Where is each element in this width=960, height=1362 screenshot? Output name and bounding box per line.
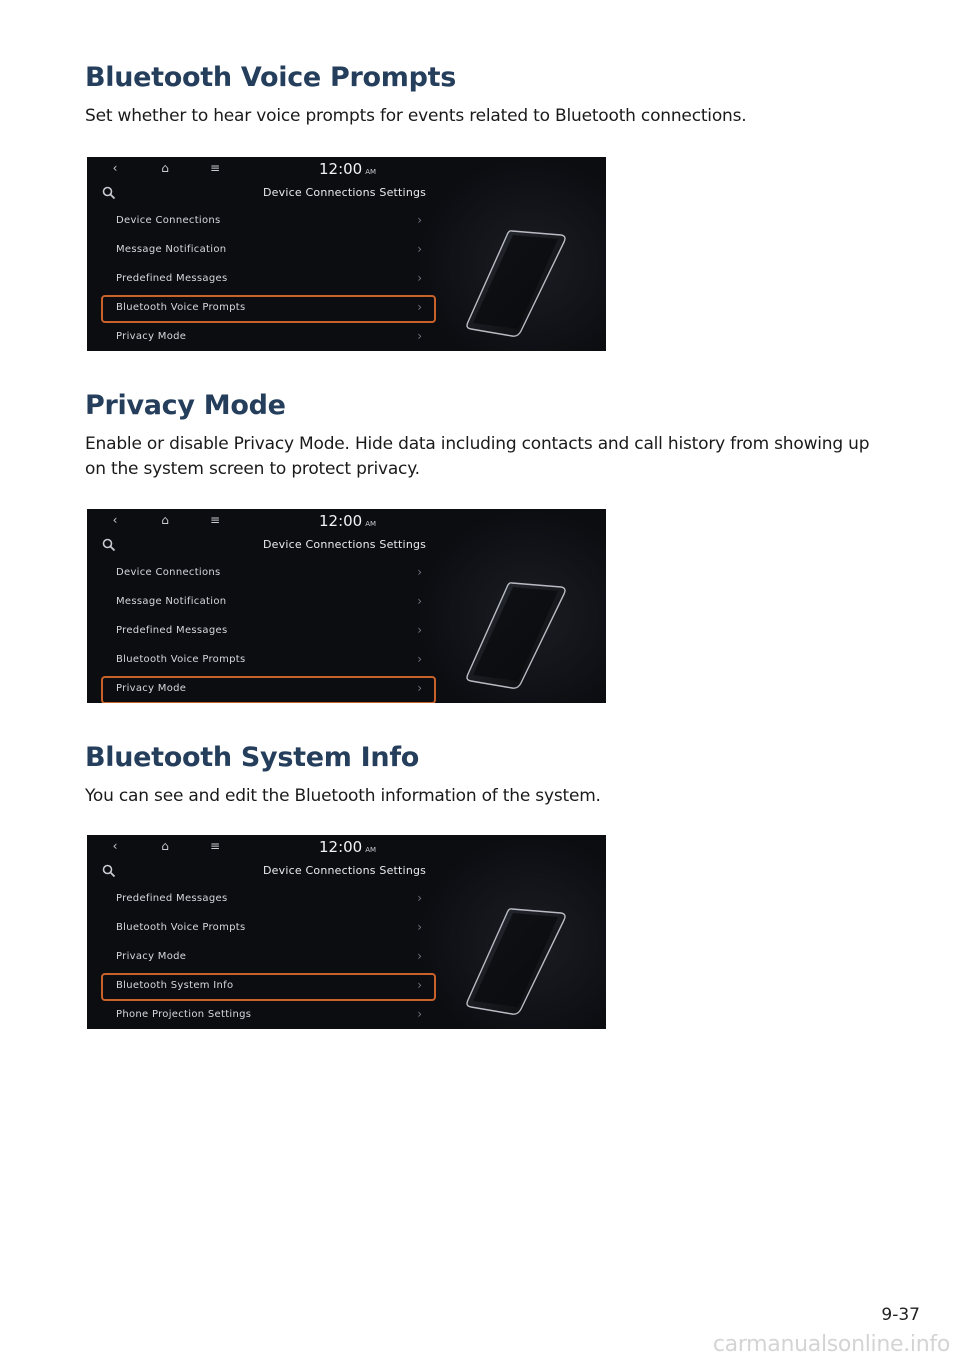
- settings-menu: [101, 885, 432, 1029]
- chevron-right-icon: ›: [417, 1007, 422, 1021]
- menu-item-label: Device Connections: [116, 215, 221, 226]
- menu-item[interactable]: [101, 885, 432, 914]
- menu-icon[interactable]: ≡: [209, 513, 221, 527]
- screen-title: Device Connections Settings: [263, 538, 427, 551]
- home-icon[interactable]: ⌂: [161, 839, 169, 853]
- screenshot-device-settings-3: [87, 835, 606, 1029]
- chevron-right-icon: ›: [417, 300, 422, 314]
- menu-item-label: Predefined Messages: [116, 893, 228, 904]
- section-description: Set whether to hear voice prompts for events related to Bluetooth connections.: [85, 106, 747, 126]
- chevron-right-icon: ›: [417, 949, 422, 963]
- menu-item-label: Bluetooth Voice Prompts: [116, 654, 246, 665]
- back-icon[interactable]: ‹: [112, 161, 118, 175]
- menu-item[interactable]: [101, 294, 432, 323]
- chevron-right-icon: ›: [417, 271, 422, 285]
- search-icon[interactable]: [102, 186, 116, 200]
- screen-title: Device Connections Settings: [263, 864, 427, 877]
- menu-item[interactable]: [101, 265, 432, 294]
- chevron-right-icon: ›: [417, 565, 422, 579]
- menu-item-label: Bluetooth Voice Prompts: [116, 922, 246, 933]
- clock: [319, 512, 376, 533]
- menu-item-label: Bluetooth System Info: [116, 980, 234, 991]
- status-bar: [87, 509, 606, 535]
- clock-time: 12:00: [319, 512, 363, 530]
- chevron-right-icon: ›: [417, 978, 422, 992]
- search-icon[interactable]: [102, 538, 116, 552]
- menu-item-label: Device Connections: [116, 567, 221, 578]
- screenshot-device-settings-1: [87, 157, 606, 351]
- section-description: Enable or disable Privacy Mode. Hide data including contacts and call history from showing up on the system screen to protect privacy.: [85, 434, 870, 479]
- menu-item[interactable]: [101, 236, 432, 265]
- menu-item[interactable]: [101, 617, 432, 646]
- status-bar: [87, 157, 606, 183]
- chevron-right-icon: ›: [417, 891, 422, 905]
- chevron-right-icon: ›: [417, 242, 422, 256]
- menu-icon[interactable]: ≡: [209, 839, 221, 853]
- clock-ampm: AM: [365, 520, 377, 528]
- back-icon[interactable]: ‹: [112, 513, 118, 527]
- home-icon[interactable]: ⌂: [161, 513, 169, 527]
- menu-item-label: Predefined Messages: [116, 273, 228, 284]
- menu-item[interactable]: [101, 914, 432, 943]
- menu-item[interactable]: [101, 675, 432, 703]
- phone-illustration: [465, 579, 575, 689]
- menu-item-label: Privacy Mode: [116, 331, 187, 342]
- settings-menu: [101, 207, 432, 351]
- clock: [319, 838, 376, 859]
- menu-item[interactable]: [101, 972, 432, 1001]
- menu-item[interactable]: [101, 1001, 432, 1029]
- chevron-right-icon: ›: [417, 213, 422, 227]
- section-title: Bluetooth System Info: [85, 742, 420, 773]
- clock-time: 12:00: [319, 160, 363, 178]
- clock: [319, 160, 376, 181]
- menu-item-label: Privacy Mode: [116, 951, 187, 962]
- chevron-right-icon: ›: [417, 594, 422, 608]
- back-icon[interactable]: ‹: [112, 839, 118, 853]
- settings-menu: [101, 559, 432, 703]
- search-icon[interactable]: [102, 864, 116, 878]
- chevron-right-icon: ›: [417, 623, 422, 637]
- status-bar: [87, 835, 606, 861]
- menu-item-label: Phone Projection Settings: [116, 1009, 252, 1020]
- chevron-right-icon: ›: [417, 920, 422, 934]
- menu-item[interactable]: [101, 207, 432, 236]
- menu-item[interactable]: [101, 646, 432, 675]
- section-title: Privacy Mode: [85, 390, 286, 421]
- chevron-right-icon: ›: [417, 652, 422, 666]
- menu-item-label: Privacy Mode: [116, 683, 187, 694]
- clock-time: 12:00: [319, 838, 363, 856]
- home-icon[interactable]: ⌂: [161, 161, 169, 175]
- chevron-right-icon: ›: [417, 329, 422, 343]
- menu-item[interactable]: [101, 588, 432, 617]
- menu-item-label: Message Notification: [116, 596, 227, 607]
- menu-item[interactable]: [101, 943, 432, 972]
- page-number: 9-37: [881, 1305, 920, 1325]
- section-privacy-mode: [85, 388, 885, 482]
- chevron-right-icon: ›: [417, 681, 422, 695]
- menu-item[interactable]: [101, 559, 432, 588]
- watermark-text: carmanualsonline.info: [712, 1332, 950, 1357]
- clock-ampm: AM: [365, 846, 377, 854]
- clock-ampm: AM: [365, 168, 377, 176]
- menu-item-label: Message Notification: [116, 244, 227, 255]
- menu-item-label: Bluetooth Voice Prompts: [116, 302, 246, 313]
- menu-item[interactable]: [101, 323, 432, 351]
- section-description: You can see and edit the Bluetooth information of the system.: [85, 786, 601, 806]
- menu-icon[interactable]: ≡: [209, 161, 221, 175]
- phone-illustration: [465, 227, 575, 337]
- menu-item-label: Predefined Messages: [116, 625, 228, 636]
- section-title: Bluetooth Voice Prompts: [85, 62, 457, 93]
- screenshot-device-settings-2: [87, 509, 606, 703]
- phone-illustration: [465, 905, 575, 1015]
- section-bluetooth-system-info: [85, 740, 885, 809]
- screen-title: Device Connections Settings: [263, 186, 427, 199]
- section-bluetooth-voice-prompts: [85, 60, 885, 129]
